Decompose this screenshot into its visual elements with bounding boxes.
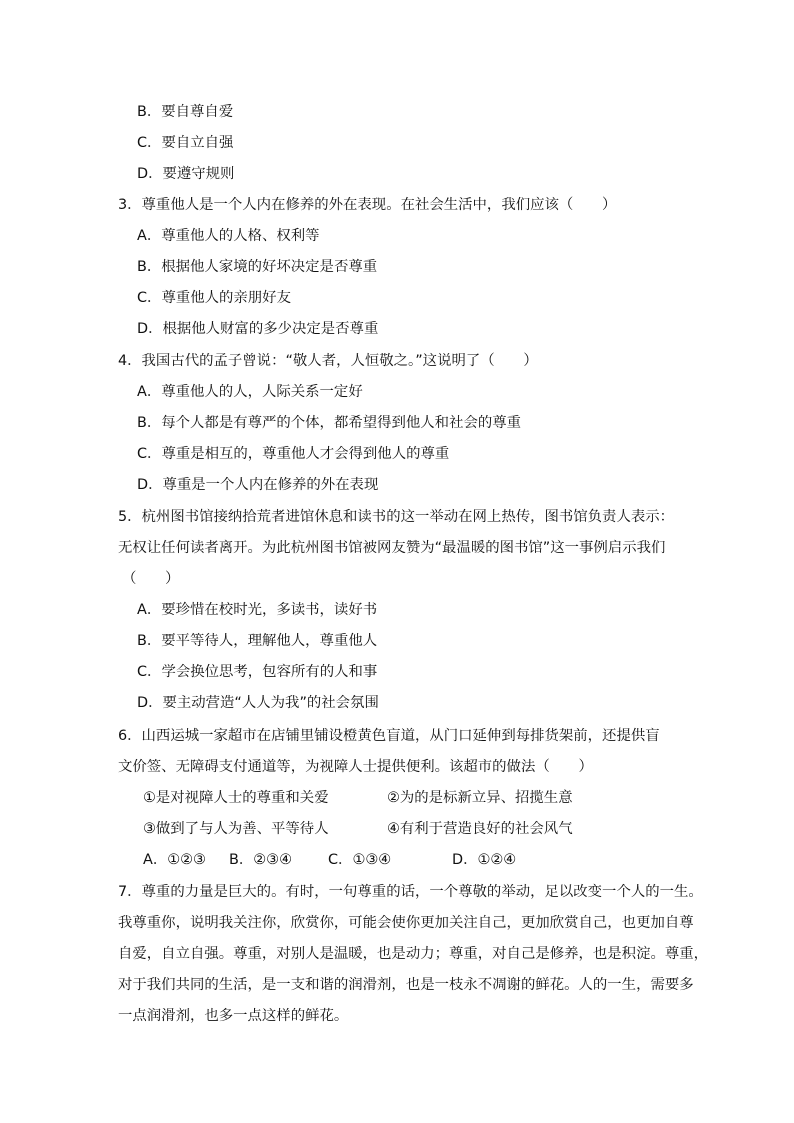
q7-paragraph-line-2: 我尊重你，说明我关注你，欣赏你，可能会使你更加关注自己，更加欣赏自己，也更加自尊 — [118, 915, 694, 931]
q7-paragraph-line-1: 7．尊重的力量是巨大的。有时，一句尊重的话，一个尊敬的举动，足以改变一个人的一生。 — [118, 884, 703, 900]
q6-stem-line-1: 6．山西运城一家超市在店铺里铺设橙黄色盲道，从门口延伸到每排货架前，还提供盲 — [118, 728, 660, 744]
q3-option-a: A．尊重他人的人格、权利等 — [137, 228, 320, 244]
q6-statement-1: ①是对视障人士的尊重和关爱 — [143, 790, 329, 806]
q5-stem-line-1: 5．杭州图书馆接纳拾荒者进馆休息和读书的这一举动在网上热传，图书馆负责人表示： — [118, 509, 675, 525]
q7-paragraph-line-4: 对于我们共同的生活，是一支和谐的润滑剂，也是一枝永不凋谢的鲜花。人的一生，需要多 — [118, 977, 694, 993]
q7-paragraph-line-3: 自爱，自立自强。尊重，对别人是温暖，也是动力；尊重，对自己是修养，也是积淀。尊重， — [118, 946, 709, 962]
q2-option-d: D．要遵守规则 — [137, 166, 235, 182]
q5-option-c: C．学会换位思考，包容所有的人和事 — [137, 664, 378, 680]
q2-option-c: C．要自立自强 — [137, 135, 234, 151]
q7-paragraph-line-5: 一点润滑剂，也多一点这样的鲜花。 — [118, 1008, 349, 1024]
q6-stem-line-2: 文价签、无障碍支付通道等，为视障人士提供便利。该超市的做法（ ） — [118, 759, 593, 775]
q3-option-d: D．根据他人财富的多少决定是否尊重 — [137, 321, 379, 337]
q3-stem: 3．尊重他人是一个人内在修养的外在表现。在社会生活中，我们应该（ ） — [118, 197, 617, 213]
q3-option-c: C．尊重他人的亲朋好友 — [137, 290, 291, 306]
q5-option-b: B．要平等待人，理解他人，尊重他人 — [137, 633, 378, 649]
q5-stem-line-3: （ ） — [122, 571, 180, 587]
q6-statement-4: ④有利于营造良好的社会风气 — [387, 821, 573, 837]
q2-option-b: B．要自尊自爱 — [137, 104, 234, 120]
q6-option-d: D．①②④ — [452, 852, 517, 868]
q5-option-a: A．要珍惜在校时光，多读书，读好书 — [137, 602, 378, 618]
q6-statement-2: ②为的是标新立异、招揽生意 — [387, 790, 573, 806]
q5-option-d: D．要主动营造“人人为我”的社会氛围 — [137, 695, 379, 711]
q6-option-a: A．①②③ — [143, 852, 206, 868]
q6-option-c: C．①③④ — [328, 852, 392, 868]
q4-option-a: A．尊重他人的人，人际关系一定好 — [137, 384, 363, 400]
q4-stem: 4．我国古代的孟子曾说：“敬人者，人恒敬之。”这说明了（ ） — [118, 353, 538, 369]
q6-statement-3: ③做到了与人为善、平等待人 — [143, 821, 329, 837]
q6-option-b: B．②③④ — [229, 852, 292, 868]
q4-option-b: B．每个人都是有尊严的个体，都希望得到他人和社会的尊重 — [137, 415, 522, 431]
q4-option-d: D．尊重是一个人内在修养的外在表现 — [137, 477, 379, 493]
q3-option-b: B．根据他人家境的好坏决定是否尊重 — [137, 259, 378, 275]
q4-option-c: C．尊重是相互的，尊重他人才会得到他人的尊重 — [137, 446, 450, 462]
q5-stem-line-2: 无权让任何读者离开。为此杭州图书馆被网友赞为“最温暖的图书馆”这一事例启示我们 — [118, 540, 666, 556]
